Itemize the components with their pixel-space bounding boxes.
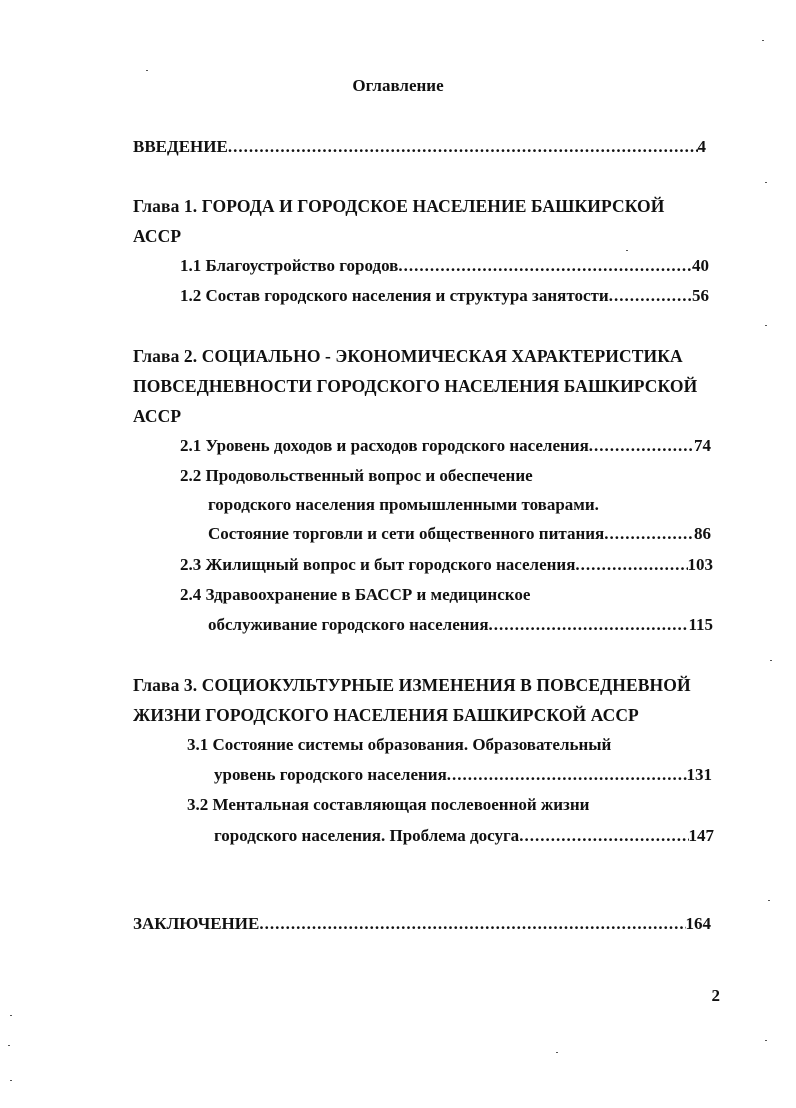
scan-speck	[765, 325, 767, 326]
page-title: Оглавление	[352, 76, 444, 95]
toc-entry-2-4-line-1: 2.4 Здравоохранение в БАССР и медицинское	[180, 585, 531, 604]
scan-speck	[10, 1080, 12, 1081]
toc-entry-1-1	[180, 256, 709, 276]
leader-dots	[398, 256, 692, 276]
chapter-3-heading-line-1: Глава 3. СОЦИОКУЛЬТУРНЫЕ ИЗМЕНЕНИЯ В ПОВСЕДНЕВНОЙ	[133, 675, 691, 695]
toc-entry-label: 2.1 Уровень доходов и расходов городского населения	[180, 436, 589, 455]
toc-page-number: 4	[697, 137, 706, 156]
toc-page-number: 86	[694, 524, 711, 543]
toc-entry-label: 1.1 Благоустройство городов	[180, 256, 399, 275]
leader-dots	[447, 765, 687, 785]
toc-entry-conclusion	[133, 914, 711, 934]
toc-entry-3-1	[214, 765, 712, 785]
toc-entry-label: 1.2 Состав городского населения и структура занятости	[180, 286, 609, 305]
leader-dots	[489, 615, 689, 635]
toc-entry-3-2	[214, 826, 714, 846]
toc-page-number: 164	[685, 914, 711, 933]
toc-entry-3-1-line-1: 3.1 Состояние системы образования. Образовательный	[187, 735, 612, 754]
leader-dots	[259, 914, 685, 934]
toc-page-number: 131	[686, 765, 712, 784]
scan-speck	[765, 182, 767, 183]
toc-entry-2-2-line-1: 2.2 Продовольственный вопрос и обеспечение	[180, 466, 533, 485]
scan-speck	[765, 1040, 767, 1041]
toc-entry-2-4	[208, 615, 713, 635]
toc-page-number: 40	[692, 256, 709, 275]
toc-entry-label: уровень городского населения	[214, 765, 447, 784]
chapter-2-heading-line-1: Глава 2. СОЦИАЛЬНО - ЭКОНОМИЧЕСКАЯ ХАРАКТЕРИСТИКА	[133, 346, 683, 366]
toc-entry-label: городского населения. Проблема досуга	[214, 826, 520, 845]
toc-entry-2-3	[180, 555, 713, 575]
toc-page-number: 103	[687, 555, 713, 574]
leader-dots	[575, 555, 687, 575]
toc-entry-1-2	[180, 286, 709, 306]
scan-speck	[626, 250, 628, 251]
leader-dots	[604, 524, 694, 544]
toc-entry-intro	[133, 137, 706, 157]
toc-page-number: 147	[688, 826, 714, 845]
chapter-3-heading-line-2: ЖИЗНИ ГОРОДСКОГО НАСЕЛЕНИЯ БАШКИРСКОЙ АССР	[133, 705, 639, 725]
scan-speck	[770, 660, 772, 661]
toc-entry-label: Состояние торговли и сети общественного питания	[208, 524, 605, 543]
scan-speck	[768, 900, 770, 901]
toc-page-number: 74	[694, 436, 711, 455]
chapter-1-heading-line-2: АССР	[133, 226, 182, 246]
toc-entry-2-1	[180, 436, 711, 456]
toc-entry-label: обслуживание городского населения	[208, 615, 489, 634]
chapter-2-heading-line-3: АССР	[133, 406, 182, 426]
toc-entry-3-2-line-1: 3.2 Ментальная составляющая послевоенной жизни	[187, 795, 590, 814]
scan-speck	[146, 70, 148, 71]
toc-page-number: 115	[688, 615, 713, 634]
page-number: 2	[711, 986, 720, 1005]
toc-entry-2-2-line-2: городского населения промышленными товарами.	[208, 495, 599, 514]
leader-dots	[589, 436, 694, 456]
scan-speck	[762, 40, 764, 41]
toc-entry-label: 2.3 Жилищный вопрос и быт городского населения	[180, 555, 576, 574]
leader-dots	[519, 826, 688, 846]
scan-speck	[10, 1015, 12, 1016]
leader-dots	[228, 137, 698, 157]
chapter-2-heading-line-2: ПОВСЕДНЕВНОСТИ ГОРОДСКОГО НАСЕЛЕНИЯ БАШКИРСКОЙ	[133, 376, 698, 396]
scan-speck	[8, 1045, 10, 1046]
toc-entry-label: ВВЕДЕНИЕ	[133, 137, 228, 156]
toc-page-number: 56	[692, 286, 709, 305]
leader-dots	[609, 286, 692, 306]
scan-speck	[556, 1052, 558, 1053]
chapter-1-heading-line-1: Глава 1. ГОРОДА И ГОРОДСКОЕ НАСЕЛЕНИЕ БАШКИРСКОЙ	[133, 196, 665, 216]
toc-entry-label: ЗАКЛЮЧЕНИЕ	[133, 914, 260, 933]
toc-entry-2-2	[208, 524, 711, 544]
